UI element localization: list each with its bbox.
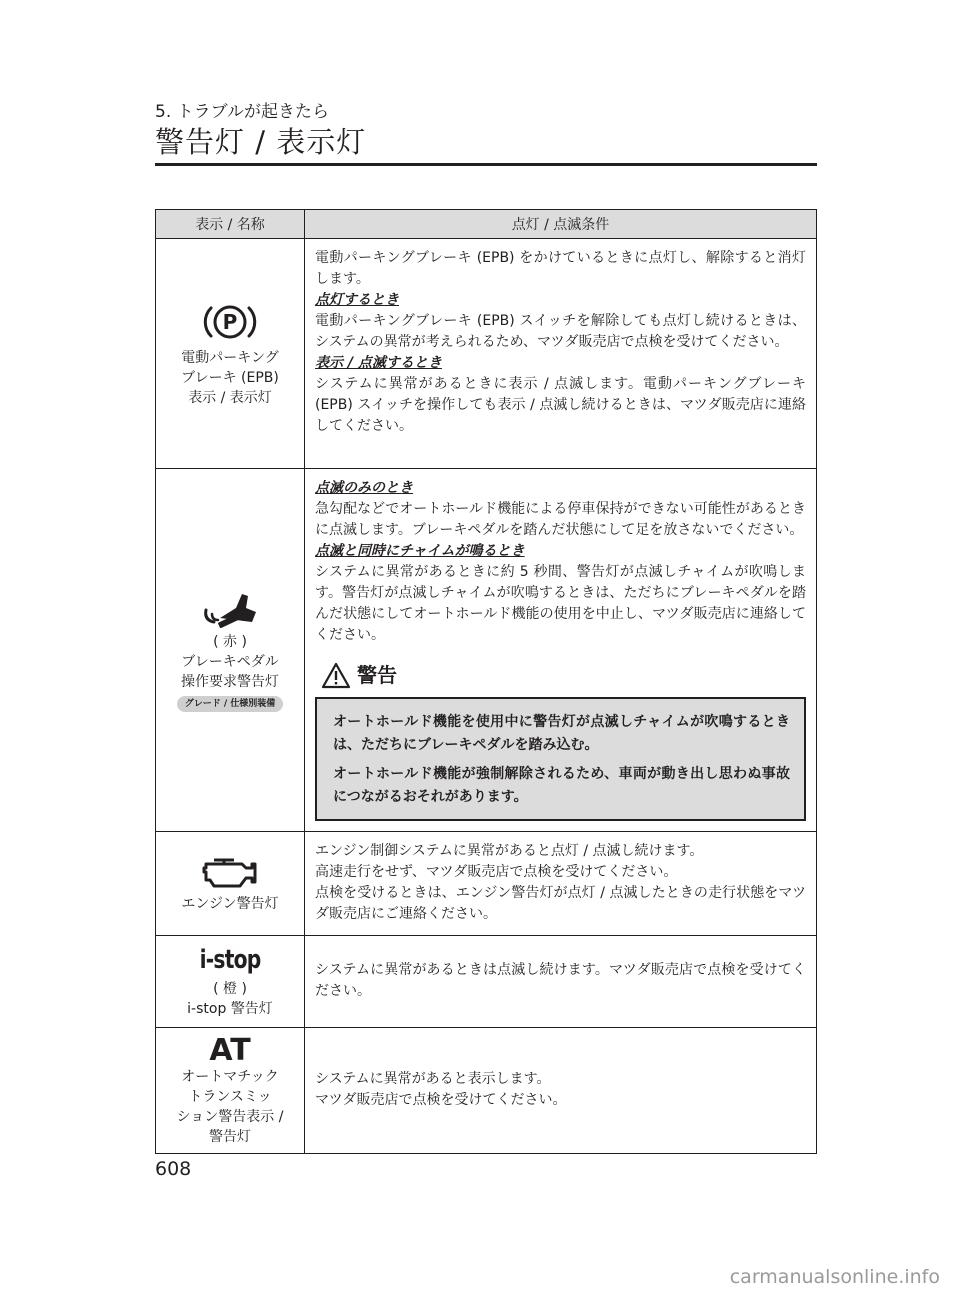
at-name-line: トランスミッ <box>188 1088 272 1105</box>
at-text: システムに異常があると表示します。 <box>315 1071 551 1087</box>
at-condition-cell <box>305 1028 817 1154</box>
epb-condition-cell <box>305 239 817 469</box>
brake-pedal-warning-icon <box>200 588 260 628</box>
table-row-at <box>156 1028 817 1154</box>
table-row-engine <box>156 832 817 936</box>
svg-text:P: P <box>222 309 238 334</box>
at-text: マツダ販売店で点検を受けてください。 <box>315 1092 567 1108</box>
brake-text-chime: システムに異常があるときに約 5 秒間、警告灯が点滅しチャイムが吹鳴します。警告灯が点滅しチャイムが吹鳴するときは、ただちにブレーキペダルを踏んだ状態にしてオートホールド機能の使用を中止し、マツダ販売店に連絡してください。 <box>315 564 806 643</box>
istop-name-cell <box>156 936 305 1028</box>
brake-subhead-chime: 点滅と同時にチャイムが鳴るとき <box>315 543 525 559</box>
grade-equipment-badge: グレード / 仕様別装備 <box>177 696 284 712</box>
column-header-condition: 点灯 / 点滅条件 <box>305 210 817 239</box>
epb-text-blink: システムに異常があるときに表示 / 点滅します。電動パーキングブレーキ (EPB) スイッチを操作しても表示 / 点滅し続けるときは、マツダ販売店に連絡してください。 <box>315 376 806 434</box>
page-number: 608 <box>155 1158 192 1180</box>
at-name-line: 警告灯 <box>209 1128 251 1145</box>
istop-name-line: ( 橙 ) <box>213 980 247 997</box>
warning-heading <box>321 662 806 689</box>
engine-text: 点検を受けるときは、エンジン警告灯が点灯 / 点滅したときの走行状態をマツダ販売店にご連絡ください。 <box>315 885 806 922</box>
epb-subhead-lit: 点灯するとき <box>315 292 399 308</box>
brake-text-blink-only: 急勾配などでオートホールド機能による停車保持ができない可能性があるときに点滅します。ブレーキペダルを踏んだ状態にして足を放さないでください。 <box>315 501 806 538</box>
istop-icon: i-stop <box>199 944 261 975</box>
column-header-name: 表示 / 名称 <box>156 210 305 239</box>
warning-light-table <box>155 209 817 1154</box>
warning-triangle-icon <box>321 662 351 689</box>
epb-name-line: 電動パーキング <box>181 349 279 366</box>
engine-check-icon <box>200 854 260 890</box>
warning-line: オートホールド機能を使用中に警告灯が点滅しチャイムが吹鳴するときは、ただちにブレーキペダルを踏み込む。 <box>333 714 790 753</box>
page-title: 警告灯 / 表示灯 <box>155 125 367 159</box>
epb-intro: 電動パーキングブレーキ (EPB) をかけているときに点灯し、解除すると消灯します。 <box>315 250 806 287</box>
engine-name-cell <box>156 832 305 936</box>
at-name-cell <box>156 1028 305 1154</box>
epb-name-cell <box>156 239 305 469</box>
brake-subhead-blink-only: 点滅のみのとき <box>315 480 413 496</box>
istop-name-line: i-stop 警告灯 <box>187 1000 273 1017</box>
istop-text: システムに異常があるときは点滅し続けます。マツダ販売店で点検を受けてください。 <box>315 962 806 999</box>
at-name-line: ション警告表示 / <box>176 1108 284 1125</box>
page-header <box>155 102 817 160</box>
brake-pedal-condition-cell <box>305 469 817 832</box>
table-row-brake-pedal <box>156 469 817 832</box>
brake-pedal-name-line: 操作要求警告灯 <box>181 674 279 690</box>
warning-title: 警告 <box>357 663 397 687</box>
engine-text: 高速走行をせず、マツダ販売店で点検を受けてください。 <box>315 864 678 880</box>
engine-text: エンジン制御システムに異常があると点灯 / 点滅し続けます。 <box>315 843 704 859</box>
epb-name-line: ブレーキ (EPB) <box>181 369 279 386</box>
parking-brake-p-icon <box>201 300 259 344</box>
brake-pedal-name-line: ( 赤 ) <box>213 634 247 650</box>
section-label: 5. トラブルが起きたら <box>155 102 329 122</box>
warning-box <box>315 697 806 821</box>
watermark: carmanualsonline.info <box>729 1266 940 1288</box>
epb-subhead-blink: 表示 / 点滅するとき <box>315 355 442 371</box>
engine-name-line: エンジン警告灯 <box>181 895 279 912</box>
table-row-istop <box>156 936 817 1028</box>
brake-pedal-name-cell <box>156 469 305 832</box>
header-rule <box>155 163 817 166</box>
table-header-row <box>156 210 817 239</box>
epb-name-line: 表示 / 表示灯 <box>188 389 272 406</box>
engine-condition-cell <box>305 832 817 936</box>
brake-pedal-name-line: ブレーキペダル <box>181 654 279 670</box>
warning-line: オートホールド機能が強制解除されるため、車両が動き出し思わぬ事故につながるおそれがあります。 <box>333 766 790 805</box>
epb-text-lit: 電動パーキングブレーキ (EPB) スイッチを解除しても点灯し続けるときは、システムの異常が考えられるため、マツダ販売店で点検を受けてください。 <box>315 313 806 350</box>
table-row-epb <box>156 239 817 469</box>
istop-condition-cell <box>305 936 817 1028</box>
at-icon: AT <box>209 1032 251 1068</box>
at-name-line: オートマチック <box>181 1068 279 1085</box>
